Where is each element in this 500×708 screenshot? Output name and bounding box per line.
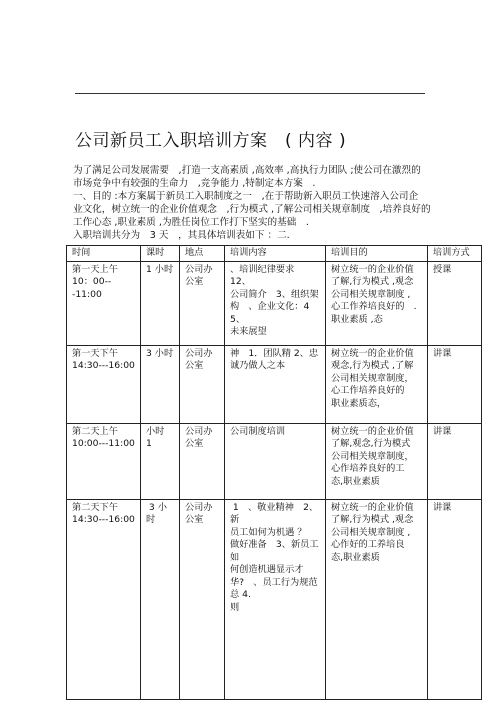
cell-line: 公室 (185, 276, 204, 287)
cell-line: 第一天上午 (72, 263, 118, 275)
cell-line: 公司相关规章制度， (331, 372, 414, 384)
cell-hours (141, 345, 180, 423)
cell-line: 、培训纪律要求 12、 (230, 263, 304, 287)
cell-content (225, 499, 326, 699)
header-content: 培训内容 (225, 246, 326, 262)
cell-place (180, 423, 225, 499)
cell-hours (141, 261, 180, 345)
cell-line: 总 4. (230, 589, 251, 600)
cell-method (428, 423, 482, 499)
cell-line: 第二天上午 (72, 425, 118, 437)
cell-line: 树立统一的企业价值 (331, 263, 414, 275)
table-row (67, 345, 482, 423)
cell-line: 了解,行为模式 ,观念 (331, 514, 414, 525)
cell-line: 神 1．团队精 2、忠 (230, 347, 319, 359)
cell-line: 公室 (185, 514, 204, 525)
cell-line: 态,职业素质 (331, 475, 380, 487)
cell-line: 第二天下午 (72, 501, 118, 513)
cell-purpose (326, 423, 428, 499)
header-purpose: 培训目的 (326, 246, 428, 262)
cell-line: 诚乃做人之本 (230, 360, 286, 371)
cell-time (67, 261, 141, 345)
cell-line: 1 、敬业精神 2、新 (230, 501, 319, 525)
cell-line: 公司办 (185, 347, 213, 359)
cell-line: 心工作养培良好的 . (331, 301, 417, 312)
cell-line: 何创造机遇显示才 (230, 564, 304, 575)
cell-line: 树立统一的企业价值 (331, 501, 414, 513)
cell-line: 第一天下午 (72, 347, 118, 359)
cell-time (67, 423, 141, 499)
cell-line: 1 (146, 438, 152, 449)
cell-line: 讲课 (433, 425, 452, 437)
cell-line: 态,职业素质 (331, 551, 380, 563)
cell-time (67, 345, 141, 423)
cell-line: 公司办 (185, 425, 213, 437)
intro-line: 入职培训共分为 3 天 ，其具体培训表如下 ：二. (73, 230, 290, 241)
cell-content (225, 423, 326, 499)
cell-line: 职业素质 ,态 (331, 313, 383, 325)
cell-line: 心作培养良好的工 (331, 463, 405, 474)
cell-hours (141, 499, 180, 699)
cell-line: 观念,行为模式 ,了解 (331, 360, 414, 371)
cell-line: 公司简介 3、组织架 (230, 288, 319, 300)
cell-line: 公司相关规章制度， (331, 450, 414, 462)
cell-line: 公司相关规章制度 , (331, 526, 411, 538)
cell-line: 授课 (433, 263, 452, 275)
cell-line: 则 (230, 601, 240, 613)
cell-line: 公室 (185, 360, 204, 371)
cell-line: 10:00---11:00 (72, 438, 135, 449)
cell-line: 树立统一的企业价值 (331, 425, 414, 437)
cell-line: 3 小时 (146, 347, 174, 359)
intro-line: 工作心态 ,职业素质 ,为胜任岗位工作打下坚实的基础 . (73, 217, 309, 228)
cell-line: 心作好的工养培良 (331, 539, 405, 550)
intro-paragraph (73, 164, 433, 242)
cell-method (428, 499, 482, 699)
cell-line: 了解,行为模式 ,观念 (331, 276, 414, 287)
cell-line: 公司办 (185, 501, 213, 513)
cell-hours (141, 423, 180, 499)
cell-line: 未来展望 (230, 326, 267, 337)
cell-line: 华? 、员工行为规范 (230, 576, 318, 588)
header-place: 地点 (180, 246, 225, 262)
cell-time (67, 499, 141, 699)
header-hours: 课时 (141, 246, 180, 262)
training-schedule-table (66, 245, 482, 700)
intro-line: 一、目的 :本方案属于新员工入职制度之一 ,在于帮助新入职员工快速溶入公司企 (73, 191, 419, 202)
intro-line: 业文化，树立统一的企业价值观念 ,行为模式 ,了解公司相关规章制度 ,培养良好的 (73, 204, 431, 215)
cell-line: 心工作培养良好的 (331, 385, 405, 396)
cell-place (180, 499, 225, 699)
cell-content (225, 261, 326, 345)
header-rule (75, 93, 425, 94)
header-time: 时间 (67, 246, 141, 262)
cell-line: 公司相关规章制度 , (331, 288, 411, 300)
cell-line: 做好准备 3、新员工如 (230, 539, 319, 563)
cell-line: 讲课 (433, 347, 452, 359)
page-title: 公司新员工入职培训方案 ( 内容 ) (75, 131, 347, 151)
cell-line: 3 小 (146, 501, 167, 513)
cell-method (428, 345, 482, 423)
table-row (67, 499, 482, 699)
cell-place (180, 261, 225, 345)
cell-line: 公司制度培训 (230, 425, 286, 437)
cell-content (225, 345, 326, 423)
cell-line: 讲课 (433, 501, 452, 513)
cell-line: 公司办 (185, 263, 213, 275)
cell-line: 1 小时 (146, 263, 174, 275)
cell-line: 14:30---16:00 (72, 514, 135, 525)
cell-purpose (326, 345, 428, 423)
cell-line: 树立统一的企业价值 (331, 347, 414, 359)
table-header-row (67, 246, 482, 262)
cell-place (180, 345, 225, 423)
cell-purpose (326, 261, 428, 345)
table-row (67, 261, 482, 345)
cell-line: 小时 (146, 425, 165, 437)
table-row (67, 423, 482, 499)
intro-line: 市场竞争中有较强的生命力 ,竞争能力 ,特制定本方案 . (73, 178, 316, 189)
cell-line: 时 (146, 514, 156, 525)
cell-line: 10：00---11:00 (72, 276, 112, 300)
intro-line: 为了满足公司发展需要 ,打造一支高素质 ,高效率 ,高执行力团队 ;使公司在激烈的 (73, 165, 421, 176)
cell-line: 构 、企业文化：4 5、 (230, 301, 319, 325)
cell-line: 了解,观念,行为模式 (331, 438, 411, 449)
cell-line: 职业素质态， (331, 397, 387, 409)
cell-method (428, 261, 482, 345)
cell-line: 公室 (185, 438, 204, 449)
cell-line: 员工如何为机遇 ？ (230, 526, 307, 538)
cell-purpose (326, 499, 428, 699)
header-method: 培训方式 (428, 246, 482, 262)
cell-line: 14:30---16:00 (72, 360, 135, 371)
